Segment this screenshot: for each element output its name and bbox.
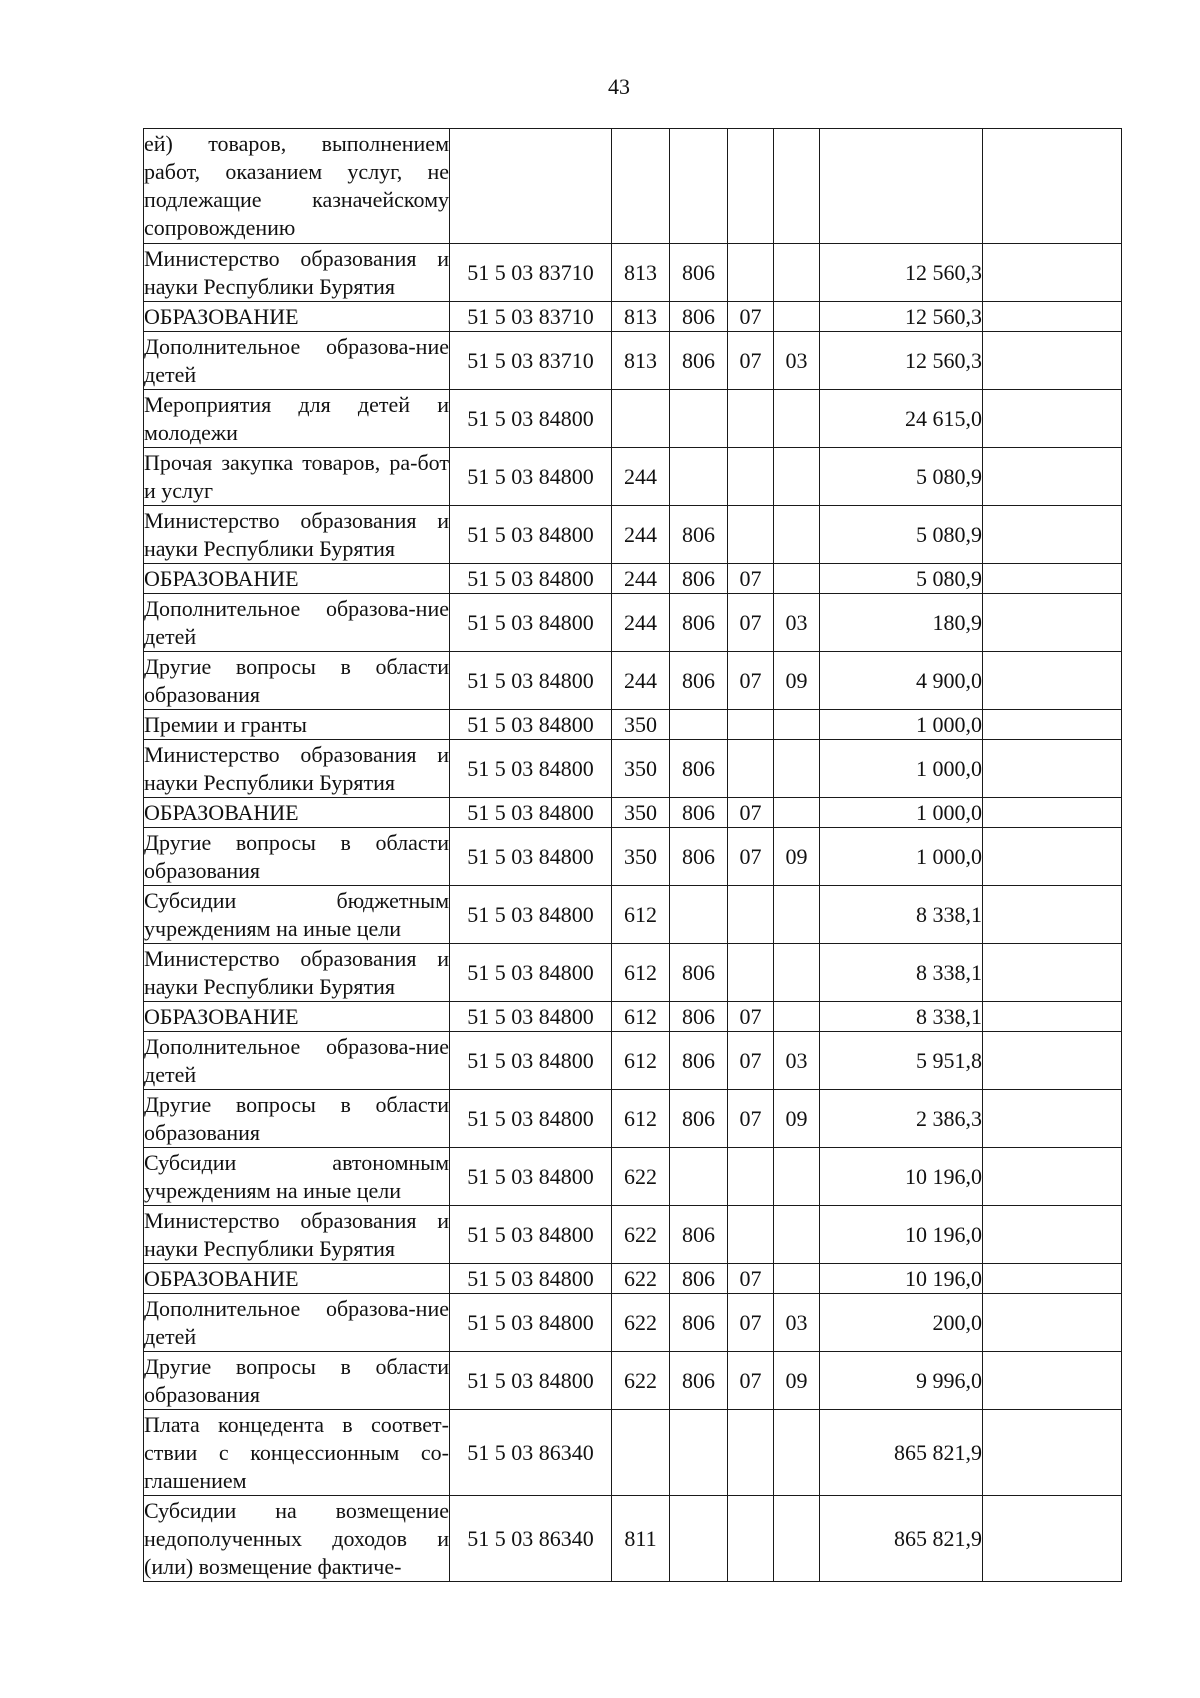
table-row [144, 798, 1122, 828]
ministry-code-cell [670, 129, 728, 244]
ministry-code-cell: 806 [670, 1264, 728, 1294]
target-article-cell: 51 5 03 84800 [450, 1002, 612, 1032]
subsection-cell [774, 564, 820, 594]
item-name-cell [144, 594, 450, 652]
item-name-cell [144, 448, 450, 506]
amount-cell: 24 615,0 [820, 390, 983, 448]
section-cell [728, 1148, 774, 1206]
target-article-cell: 51 5 03 84800 [450, 1206, 612, 1264]
subsection-cell [774, 886, 820, 944]
table-row [144, 302, 1122, 332]
subsection-cell [774, 798, 820, 828]
ministry-code-cell: 806 [670, 302, 728, 332]
expense-type-cell [612, 129, 670, 244]
table-row [144, 390, 1122, 448]
section-cell [728, 1206, 774, 1264]
table-row [144, 1148, 1122, 1206]
item-name-text: Субсидии автономным учреждениям на иные цели [144, 1149, 449, 1203]
table-row [144, 448, 1122, 506]
table-row [144, 594, 1122, 652]
item-name-text: Субсидии бюджетным учреждениям на иные цели [144, 887, 449, 941]
item-name-cell [144, 710, 450, 740]
item-name-cell [144, 1002, 450, 1032]
item-name-text: Плата концедента в соответ-ствии с концессионным со-глашением [144, 1411, 449, 1493]
table-row [144, 129, 1122, 244]
subsection-cell [774, 710, 820, 740]
empty-extra-cell [983, 1496, 1122, 1582]
item-name-text: Другие вопросы в области образования [144, 1091, 449, 1145]
item-name-cell [144, 506, 450, 564]
subsection-cell [774, 1206, 820, 1264]
item-name-cell [144, 886, 450, 944]
subsection-cell: 03 [774, 1032, 820, 1090]
amount-cell: 12 560,3 [820, 332, 983, 390]
ministry-code-cell [670, 886, 728, 944]
item-name-text: Другие вопросы в области образования [144, 829, 449, 883]
expense-type-cell: 244 [612, 594, 670, 652]
table-row [144, 1090, 1122, 1148]
table-row [144, 1352, 1122, 1410]
table-row [144, 652, 1122, 710]
empty-extra-cell [983, 740, 1122, 798]
table-row [144, 1002, 1122, 1032]
subsection-cell: 03 [774, 332, 820, 390]
table-row [144, 1410, 1122, 1496]
expense-type-cell: 244 [612, 652, 670, 710]
item-name-cell [144, 1496, 450, 1582]
target-article-cell: 51 5 03 84800 [450, 564, 612, 594]
empty-extra-cell [983, 652, 1122, 710]
target-article-cell: 51 5 03 84800 [450, 740, 612, 798]
expense-type-cell: 612 [612, 1002, 670, 1032]
expense-type-cell: 350 [612, 828, 670, 886]
item-name-text: Другие вопросы в области образования [144, 653, 449, 707]
amount-cell: 9 996,0 [820, 1352, 983, 1410]
empty-extra-cell [983, 886, 1122, 944]
ministry-code-cell: 806 [670, 1206, 728, 1264]
ministry-code-cell: 806 [670, 1090, 728, 1148]
amount-cell: 180,9 [820, 594, 983, 652]
item-name-cell [144, 1410, 450, 1496]
subsection-cell [774, 740, 820, 798]
empty-extra-cell [983, 506, 1122, 564]
subsection-cell [774, 448, 820, 506]
item-name-text: Прочая закупка товаров, ра-бот и услуг [144, 449, 449, 503]
target-article-cell: 51 5 03 84800 [450, 886, 612, 944]
subsection-cell [774, 1496, 820, 1582]
section-cell: 07 [728, 1090, 774, 1148]
empty-extra-cell [983, 798, 1122, 828]
section-cell: 07 [728, 564, 774, 594]
ministry-code-cell: 806 [670, 828, 728, 886]
empty-extra-cell [983, 828, 1122, 886]
section-cell: 07 [728, 594, 774, 652]
empty-extra-cell [983, 944, 1122, 1002]
expense-type-cell: 350 [612, 798, 670, 828]
item-name-cell [144, 828, 450, 886]
amount-cell: 1 000,0 [820, 828, 983, 886]
expense-type-cell: 244 [612, 506, 670, 564]
empty-extra-cell [983, 1410, 1122, 1496]
amount-cell: 5 080,9 [820, 506, 983, 564]
amount-cell: 5 080,9 [820, 448, 983, 506]
subsection-cell [774, 302, 820, 332]
section-cell [728, 506, 774, 564]
subsection-cell [774, 244, 820, 302]
target-article-cell: 51 5 03 84800 [450, 506, 612, 564]
section-cell: 07 [728, 332, 774, 390]
subsection-cell: 09 [774, 828, 820, 886]
item-name-cell [144, 390, 450, 448]
empty-extra-cell [983, 302, 1122, 332]
section-cell: 07 [728, 1294, 774, 1352]
amount-cell: 10 196,0 [820, 1148, 983, 1206]
amount-cell: 10 196,0 [820, 1264, 983, 1294]
item-name-text: Министерство образования и науки Республики Бурятия [144, 1207, 449, 1261]
item-name-text: Дополнительное образова-ние детей [144, 1033, 449, 1087]
expense-type-cell: 813 [612, 302, 670, 332]
expense-type-cell [612, 1410, 670, 1496]
item-name-cell [144, 1090, 450, 1148]
expense-type-cell: 622 [612, 1148, 670, 1206]
section-cell: 07 [728, 302, 774, 332]
item-name-cell [144, 1148, 450, 1206]
target-article-cell: 51 5 03 84800 [450, 1090, 612, 1148]
table-row [144, 828, 1122, 886]
subsection-cell: 09 [774, 1090, 820, 1148]
subsection-cell [774, 129, 820, 244]
item-name-cell [144, 798, 450, 828]
amount-cell: 12 560,3 [820, 302, 983, 332]
target-article-cell: 51 5 03 83710 [450, 244, 612, 302]
empty-extra-cell [983, 332, 1122, 390]
ministry-code-cell: 806 [670, 506, 728, 564]
empty-extra-cell [983, 390, 1122, 448]
item-name-text: Субсидии на возмещение недополученных доходов и (или) возмещение фактиче- [144, 1497, 449, 1579]
amount-cell: 200,0 [820, 1294, 983, 1352]
ministry-code-cell [670, 390, 728, 448]
empty-extra-cell [983, 1294, 1122, 1352]
subsection-cell [774, 1410, 820, 1496]
table-row [144, 564, 1122, 594]
amount-cell: 1 000,0 [820, 740, 983, 798]
subsection-cell [774, 1002, 820, 1032]
section-cell: 07 [728, 1352, 774, 1410]
amount-cell: 1 000,0 [820, 710, 983, 740]
section-cell [728, 710, 774, 740]
item-name-cell [144, 652, 450, 710]
section-cell: 07 [728, 652, 774, 710]
expense-type-cell: 244 [612, 448, 670, 506]
subsection-cell: 03 [774, 594, 820, 652]
page-number: 43 [608, 74, 630, 99]
item-name-text: Дополнительное образова-ние детей [144, 1295, 449, 1349]
section-cell: 07 [728, 1002, 774, 1032]
ministry-code-cell [670, 710, 728, 740]
expense-type-cell: 612 [612, 1032, 670, 1090]
expense-type-cell: 813 [612, 244, 670, 302]
target-article-cell [450, 129, 612, 244]
item-name-text: Министерство образования и науки Республики Бурятия [144, 945, 449, 999]
item-name-cell [144, 944, 450, 1002]
item-name-text: ей) товаров, выполнением работ, оказанием услуг, не подлежащие казначейскому сопровождению [144, 131, 449, 240]
ministry-code-cell: 806 [670, 564, 728, 594]
target-article-cell: 51 5 03 86340 [450, 1496, 612, 1582]
amount-cell [820, 129, 983, 244]
table-row [144, 886, 1122, 944]
amount-cell: 8 338,1 [820, 886, 983, 944]
table-row [144, 506, 1122, 564]
ministry-code-cell [670, 448, 728, 506]
amount-cell: 865 821,9 [820, 1496, 983, 1582]
table-row [144, 740, 1122, 798]
ministry-code-cell: 806 [670, 798, 728, 828]
ministry-code-cell [670, 1148, 728, 1206]
item-name-text: ОБРАЗОВАНИЕ [144, 1003, 299, 1029]
amount-cell: 4 900,0 [820, 652, 983, 710]
item-name-cell [144, 740, 450, 798]
empty-extra-cell [983, 1148, 1122, 1206]
expense-type-cell: 350 [612, 740, 670, 798]
ministry-code-cell: 806 [670, 740, 728, 798]
item-name-text: Мероприятия для детей и молодежи [144, 391, 449, 445]
ministry-code-cell: 806 [670, 1002, 728, 1032]
expense-type-cell: 612 [612, 886, 670, 944]
item-name-cell [144, 564, 450, 594]
empty-extra-cell [983, 564, 1122, 594]
amount-cell: 12 560,3 [820, 244, 983, 302]
target-article-cell: 51 5 03 84800 [450, 1264, 612, 1294]
subsection-cell [774, 1264, 820, 1294]
target-article-cell: 51 5 03 84800 [450, 1294, 612, 1352]
budget-table [143, 128, 1122, 1582]
expense-type-cell: 622 [612, 1264, 670, 1294]
amount-cell: 2 386,3 [820, 1090, 983, 1148]
table-row [144, 1294, 1122, 1352]
ministry-code-cell: 806 [670, 1352, 728, 1410]
amount-cell: 5 951,8 [820, 1032, 983, 1090]
item-name-text: ОБРАЗОВАНИЕ [144, 1265, 299, 1291]
item-name-text: Дополнительное образова-ние детей [144, 333, 449, 387]
table-row [144, 1206, 1122, 1264]
target-article-cell: 51 5 03 86340 [450, 1410, 612, 1496]
subsection-cell [774, 1148, 820, 1206]
item-name-cell [144, 1032, 450, 1090]
item-name-text: Министерство образования и науки Республики Бурятия [144, 741, 449, 795]
empty-extra-cell [983, 594, 1122, 652]
section-cell: 07 [728, 798, 774, 828]
target-article-cell: 51 5 03 83710 [450, 302, 612, 332]
item-name-text: ОБРАЗОВАНИЕ [144, 799, 299, 825]
target-article-cell: 51 5 03 84800 [450, 1148, 612, 1206]
table-body [144, 129, 1122, 1582]
section-cell [728, 448, 774, 506]
subsection-cell [774, 506, 820, 564]
item-name-cell [144, 129, 450, 244]
expense-type-cell: 612 [612, 944, 670, 1002]
ministry-code-cell [670, 1410, 728, 1496]
section-cell [728, 740, 774, 798]
item-name-text: ОБРАЗОВАНИЕ [144, 565, 299, 591]
section-cell: 07 [728, 1264, 774, 1294]
item-name-cell [144, 1206, 450, 1264]
expense-type-cell [612, 390, 670, 448]
item-name-text: Министерство образования и науки Республики Бурятия [144, 245, 449, 299]
empty-extra-cell [983, 1264, 1122, 1294]
section-cell [728, 129, 774, 244]
section-cell [728, 944, 774, 1002]
amount-cell: 10 196,0 [820, 1206, 983, 1264]
expense-type-cell: 244 [612, 564, 670, 594]
item-name-cell [144, 332, 450, 390]
table-row [144, 332, 1122, 390]
target-article-cell: 51 5 03 84800 [450, 652, 612, 710]
target-article-cell: 51 5 03 84800 [450, 798, 612, 828]
section-cell [728, 1496, 774, 1582]
section-cell [728, 1410, 774, 1496]
amount-cell: 1 000,0 [820, 798, 983, 828]
ministry-code-cell: 806 [670, 1032, 728, 1090]
item-name-cell [144, 1294, 450, 1352]
target-article-cell: 51 5 03 84800 [450, 594, 612, 652]
subsection-cell: 09 [774, 652, 820, 710]
empty-extra-cell [983, 448, 1122, 506]
amount-cell: 8 338,1 [820, 1002, 983, 1032]
item-name-cell [144, 1352, 450, 1410]
amount-cell: 5 080,9 [820, 564, 983, 594]
expense-type-cell: 811 [612, 1496, 670, 1582]
target-article-cell: 51 5 03 84800 [450, 448, 612, 506]
section-cell: 07 [728, 1032, 774, 1090]
item-name-text: Премии и гранты [144, 711, 307, 737]
empty-extra-cell [983, 1206, 1122, 1264]
target-article-cell: 51 5 03 84800 [450, 944, 612, 1002]
ministry-code-cell: 806 [670, 244, 728, 302]
target-article-cell: 51 5 03 83710 [450, 332, 612, 390]
item-name-text: Дополнительное образова-ние детей [144, 595, 449, 649]
empty-extra-cell [983, 1032, 1122, 1090]
empty-extra-cell [983, 1002, 1122, 1032]
table-row [144, 1264, 1122, 1294]
subsection-cell: 09 [774, 1352, 820, 1410]
amount-cell: 865 821,9 [820, 1410, 983, 1496]
section-cell [728, 390, 774, 448]
ministry-code-cell: 806 [670, 944, 728, 1002]
empty-extra-cell [983, 129, 1122, 244]
expense-type-cell: 612 [612, 1090, 670, 1148]
section-cell: 07 [728, 828, 774, 886]
table-row [144, 1032, 1122, 1090]
item-name-cell [144, 244, 450, 302]
subsection-cell [774, 944, 820, 1002]
expense-type-cell: 813 [612, 332, 670, 390]
subsection-cell: 03 [774, 1294, 820, 1352]
ministry-code-cell: 806 [670, 332, 728, 390]
target-article-cell: 51 5 03 84800 [450, 390, 612, 448]
empty-extra-cell [983, 710, 1122, 740]
ministry-code-cell: 806 [670, 652, 728, 710]
ministry-code-cell [670, 1496, 728, 1582]
item-name-text: Министерство образования и науки Республики Бурятия [144, 507, 449, 561]
ministry-code-cell: 806 [670, 594, 728, 652]
ministry-code-cell: 806 [670, 1294, 728, 1352]
table-row [144, 710, 1122, 740]
expense-type-cell: 622 [612, 1352, 670, 1410]
target-article-cell: 51 5 03 84800 [450, 1352, 612, 1410]
target-article-cell: 51 5 03 84800 [450, 710, 612, 740]
table-row [144, 1496, 1122, 1582]
empty-extra-cell [983, 244, 1122, 302]
item-name-cell [144, 1264, 450, 1294]
expense-type-cell: 350 [612, 710, 670, 740]
empty-extra-cell [983, 1090, 1122, 1148]
expense-type-cell: 622 [612, 1294, 670, 1352]
table-row [144, 944, 1122, 1002]
item-name-cell [144, 302, 450, 332]
item-name-text: ОБРАЗОВАНИЕ [144, 303, 299, 329]
target-article-cell: 51 5 03 84800 [450, 828, 612, 886]
section-cell [728, 244, 774, 302]
subsection-cell [774, 390, 820, 448]
item-name-text: Другие вопросы в области образования [144, 1353, 449, 1407]
target-article-cell: 51 5 03 84800 [450, 1032, 612, 1090]
table-row [144, 244, 1122, 302]
empty-extra-cell [983, 1352, 1122, 1410]
expense-type-cell: 622 [612, 1206, 670, 1264]
section-cell [728, 886, 774, 944]
amount-cell: 8 338,1 [820, 944, 983, 1002]
